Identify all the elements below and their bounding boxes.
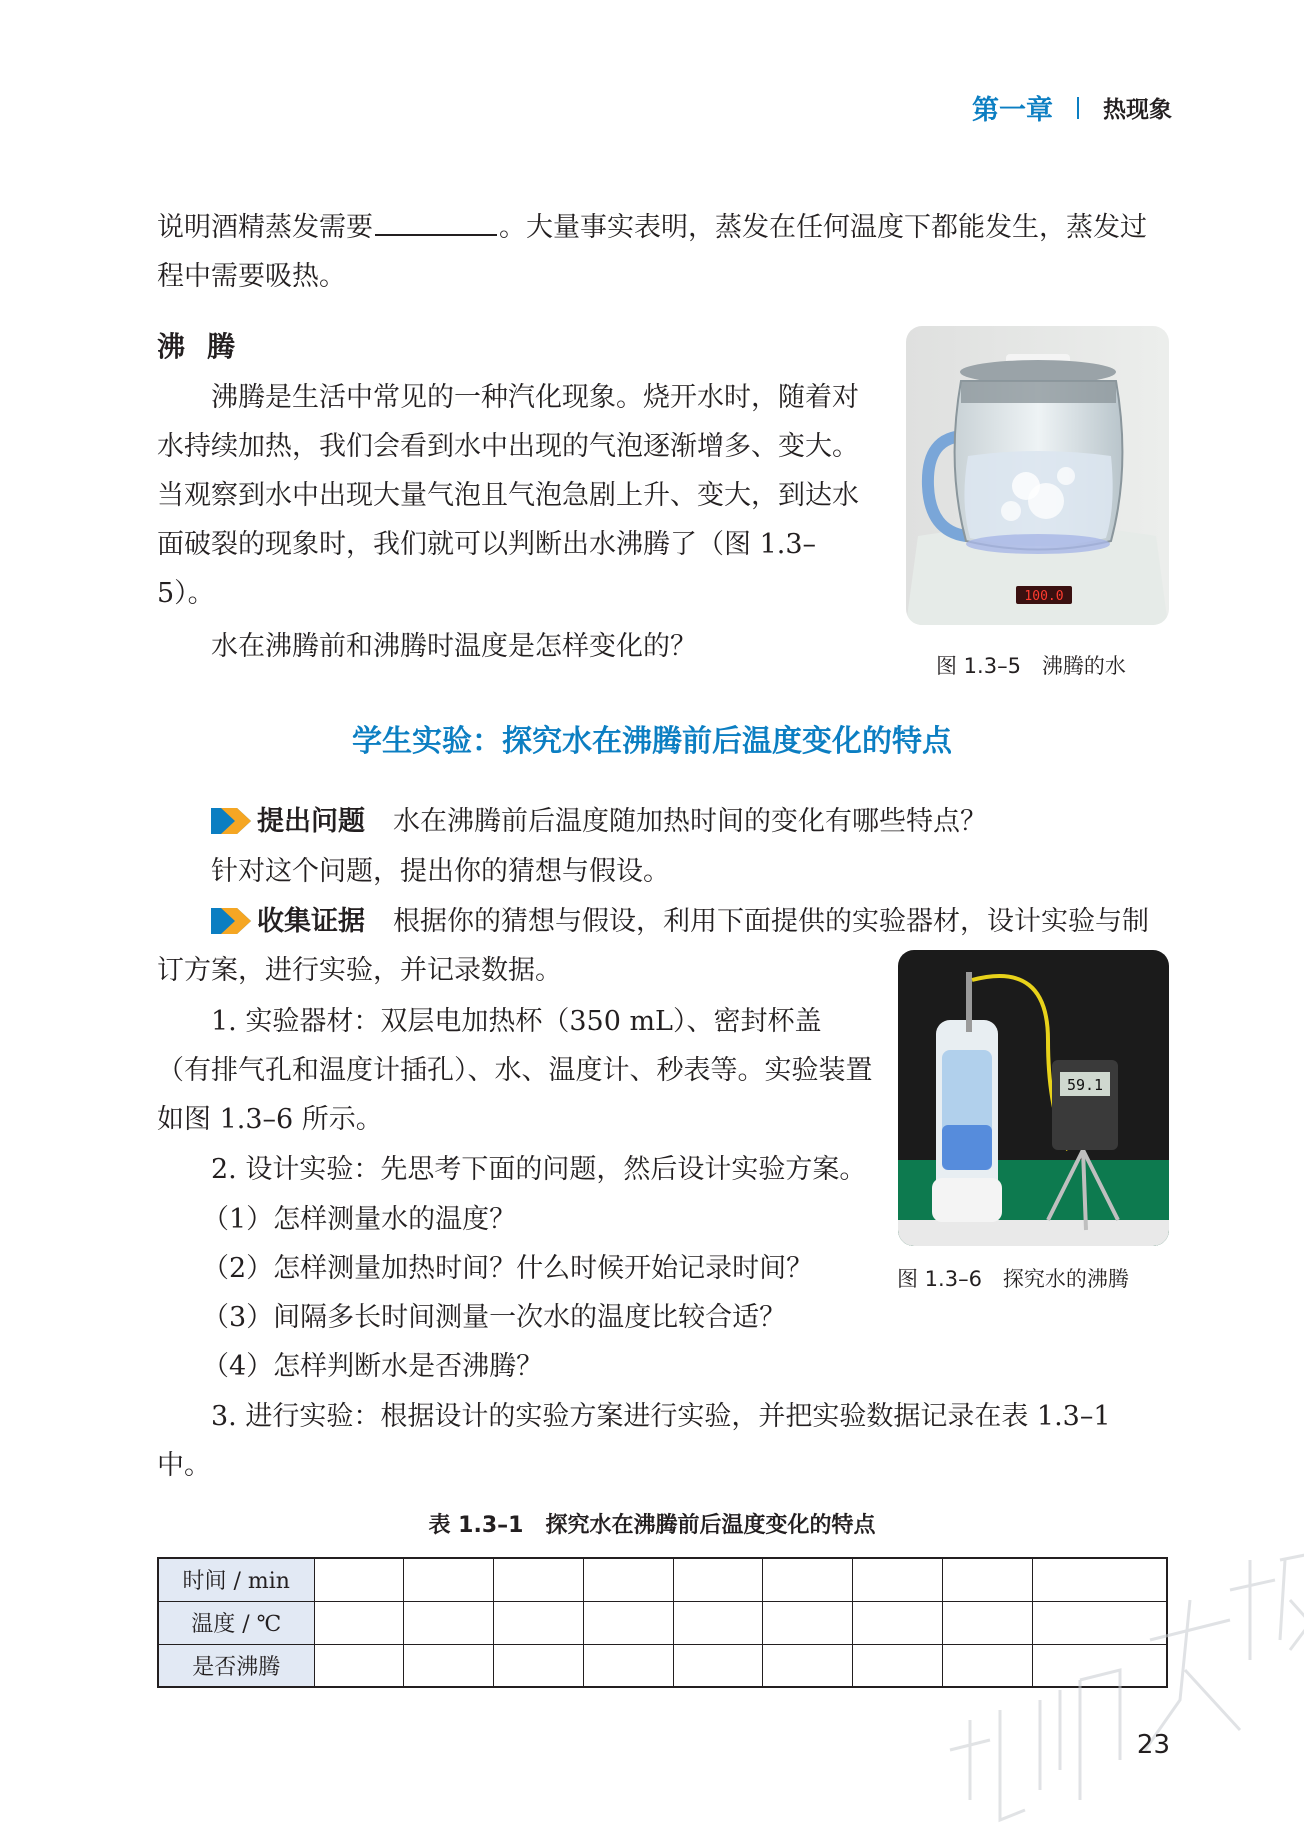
experiment-title: 学生实验：探究水在沸腾前后温度变化的特点 bbox=[352, 724, 952, 759]
question-text: 水在沸腾前后温度随加热时间的变化有哪些特点？ bbox=[393, 806, 987, 837]
question-tag: 提出问题 bbox=[257, 806, 365, 837]
apparatus-photo bbox=[898, 950, 1169, 1246]
step-3-perform: 3. 进行实验：根据设计的实验方案进行实验，并把实验数据记录在表 1.3–1 中。 bbox=[157, 1401, 1111, 1481]
section-title-boiling: 沸腾 bbox=[157, 330, 258, 363]
evidence-text: 根据你的猜想与假设，利用下面提供的实验器材，设计实验与制订方案，进行实验，并记录数据。 bbox=[157, 906, 1149, 986]
header-divider bbox=[1077, 97, 1079, 119]
table-title: 表 1.3–1 探究水在沸腾前后温度变化的特点 bbox=[428, 1513, 876, 1538]
topic-label: 热现象 bbox=[1103, 97, 1172, 123]
running-header bbox=[972, 88, 1172, 127]
apparatus-illustration bbox=[898, 950, 1169, 1246]
row-header-boiling: 是否沸腾 bbox=[158, 1644, 314, 1687]
design-question-3: （3）间隔多长时间测量一次水的温度比较合适？ bbox=[202, 1302, 787, 1333]
chapter-label: 第一章 bbox=[972, 95, 1053, 126]
thermometer-readout: 59.1 bbox=[1066, 1076, 1104, 1094]
play-arrow-icon bbox=[211, 908, 251, 934]
fill-in-blank bbox=[375, 208, 497, 236]
figure-caption-1: 图 1.3–5 沸腾的水 bbox=[936, 654, 1126, 678]
design-question-2: （2）怎样测量加热时间？什么时候开始记录时间？ bbox=[202, 1253, 814, 1284]
boiling-paragraph: 沸腾是生活中常见的一种汽化现象。烧开水时，随着对水持续加热，我们会看到水中出现的气泡逐渐增多、变大。当观察到水中出现大量气泡且气泡急剧上升、变大，到达水面破裂的现象时，我们就可以判断出水沸腾了（图 1.3–5）。 bbox=[157, 382, 859, 609]
publisher-watermark bbox=[930, 1500, 1304, 1840]
play-arrow-icon bbox=[211, 808, 251, 834]
design-question-1: （1）怎样测量水的温度？ bbox=[202, 1204, 517, 1235]
row-header-time: 时间 / min bbox=[158, 1558, 314, 1601]
step-1-materials: 1. 实验器材：双层电加热杯（350 mL）、密封杯盖（有排气孔和温度计插孔）、水、温度计、秒表等。实验装置如图 1.3–6 所示。 bbox=[157, 1006, 873, 1135]
page-number: 23 bbox=[1136, 1730, 1170, 1760]
step-2-design: 2. 设计实验：先思考下面的问题，然后设计实验方案。 bbox=[211, 1154, 867, 1185]
design-question-4: （4）怎样判断水是否沸腾？ bbox=[202, 1351, 544, 1382]
evidence-tag: 收集证据 bbox=[257, 906, 365, 937]
kettle-illustration bbox=[906, 326, 1169, 625]
figure-caption-2: 图 1.3–6 探究水的沸腾 bbox=[897, 1267, 1129, 1291]
raise-question-line bbox=[211, 797, 1171, 846]
kettle-photo bbox=[906, 326, 1169, 625]
boiling-question: 水在沸腾前和沸腾时温度是怎样变化的？ bbox=[211, 631, 697, 662]
hypothesis-line: 针对这个问题，提出你的猜想与假设。 bbox=[211, 856, 670, 887]
row-header-temperature: 温度 / ℃ bbox=[158, 1601, 314, 1644]
kettle-display-readout: 100.0 bbox=[1024, 589, 1064, 604]
intro-paragraph: 说明酒精蒸发需要 。大量事实表明，蒸发在任何温度下都能发生，蒸发过程中需要吸热。 bbox=[157, 203, 1171, 301]
